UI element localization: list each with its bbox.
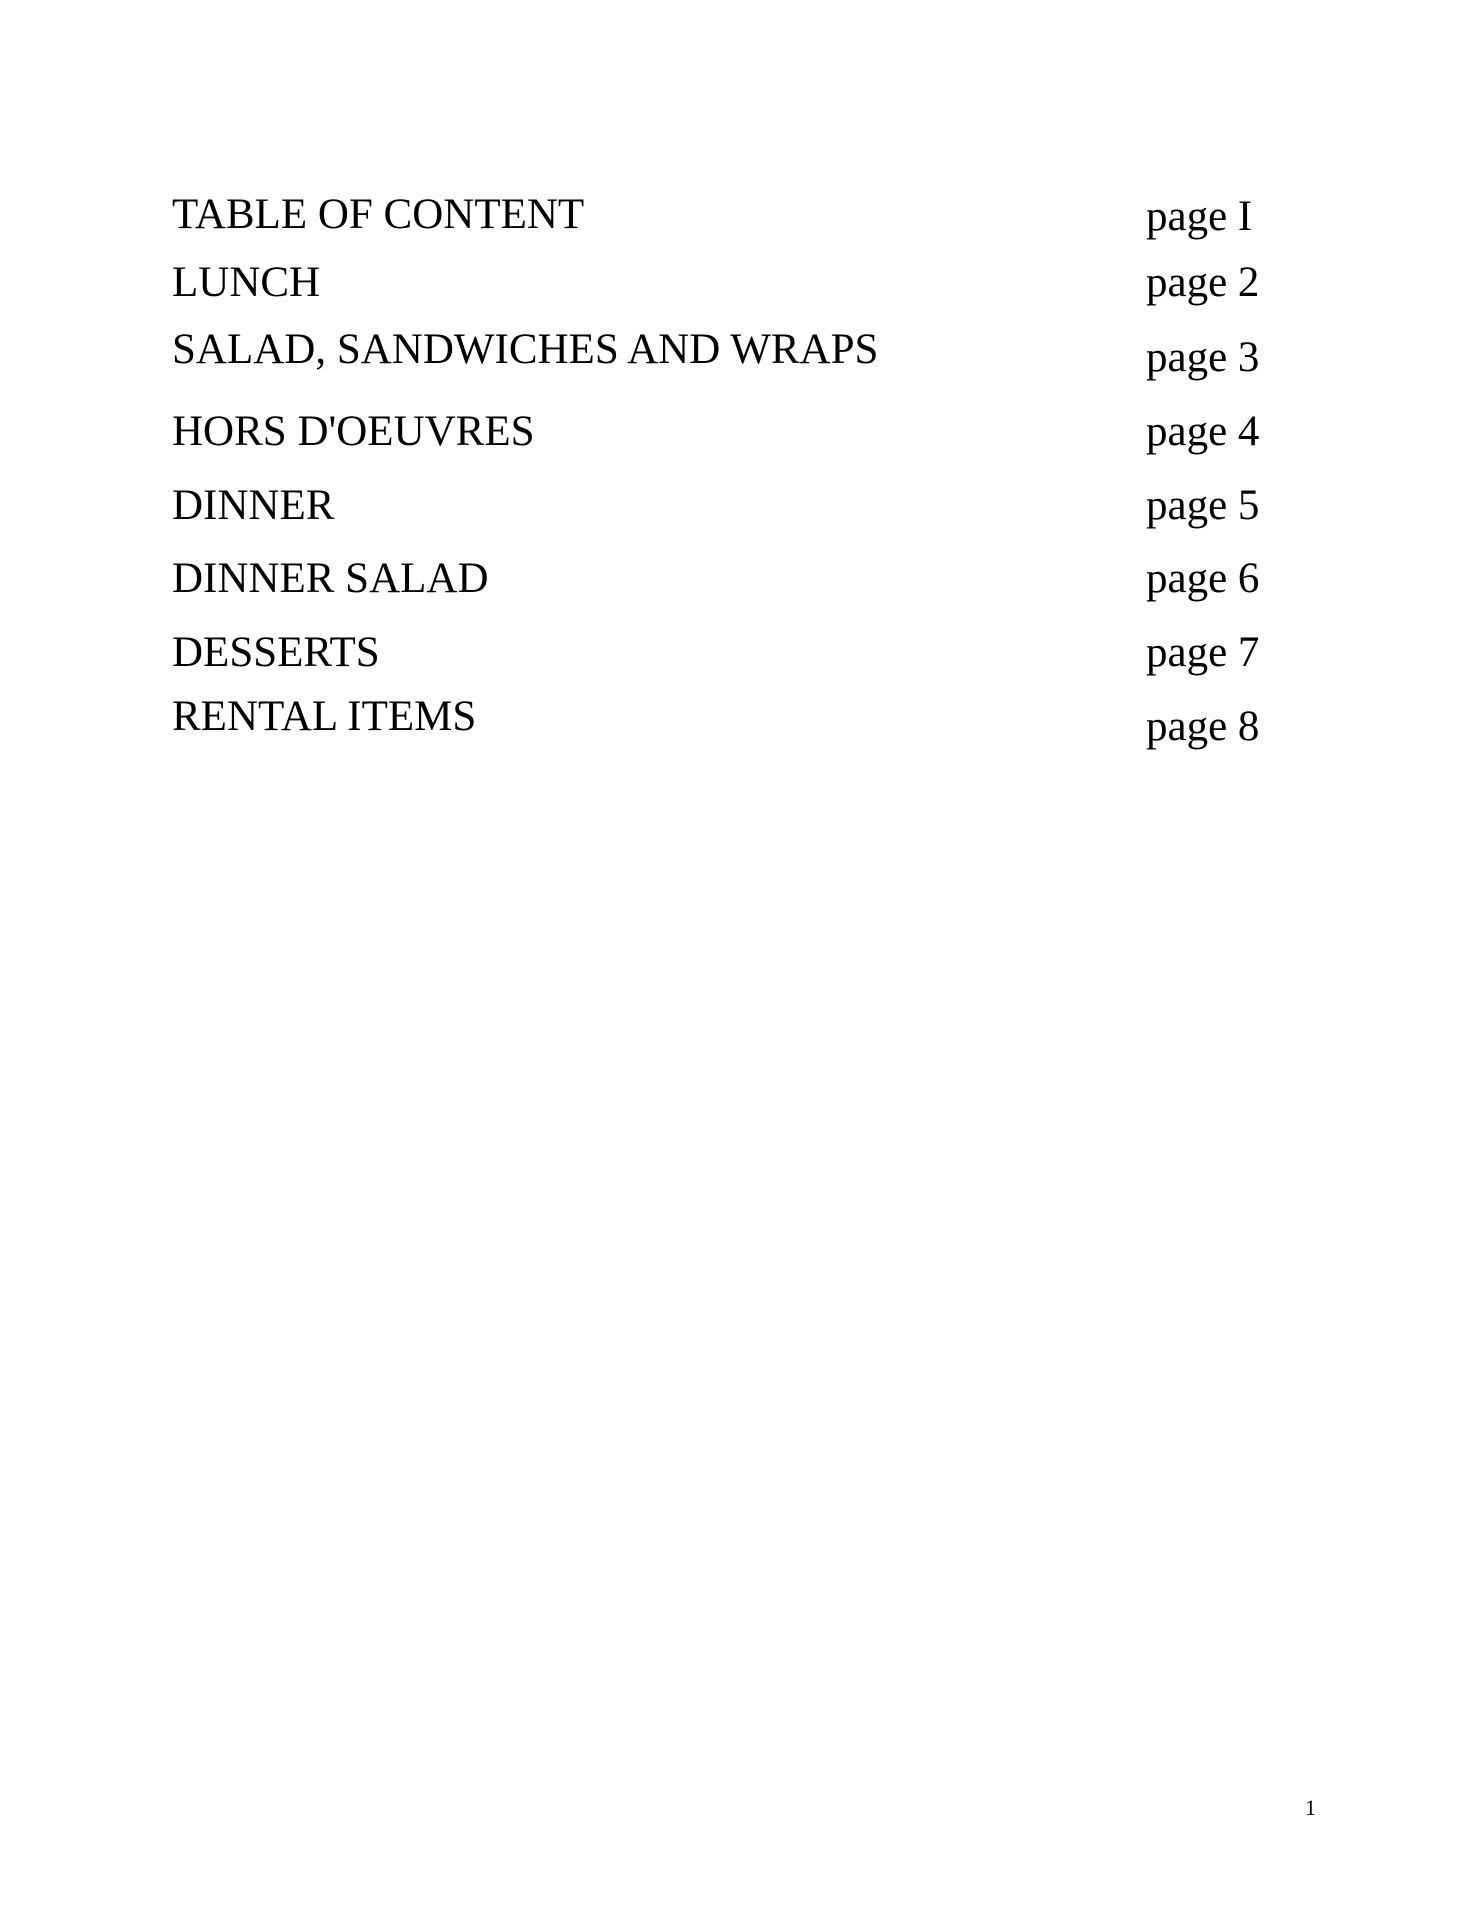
toc-entry-page: page 4 <box>1146 408 1260 455</box>
page-number: 1 <box>1305 1795 1316 1820</box>
toc-entry-page: page 5 <box>1146 482 1260 529</box>
toc-entry-title: DINNER <box>172 482 335 529</box>
toc-entry-title: DINNER SALAD <box>172 555 489 602</box>
toc-entry-title: SALAD, SANDWICHES AND WRAPS <box>172 326 879 373</box>
toc-entry-title: DESSERTS <box>172 629 380 676</box>
toc-entry-page: page 6 <box>1146 555 1260 602</box>
toc-entry-title: TABLE OF CONTENT <box>172 191 585 238</box>
toc-entry-title: HORS D'OEUVRES <box>172 408 535 455</box>
toc-entry-page: page 3 <box>1146 334 1260 381</box>
toc-entry-page: page 2 <box>1146 259 1260 306</box>
toc-entry-page: page I <box>1146 193 1253 240</box>
toc-entry-page: page 8 <box>1146 703 1260 750</box>
toc-entry-title: LUNCH <box>172 259 321 306</box>
toc-entry-title: RENTAL ITEMS <box>172 693 477 740</box>
toc-entry-page: page 7 <box>1146 629 1260 676</box>
